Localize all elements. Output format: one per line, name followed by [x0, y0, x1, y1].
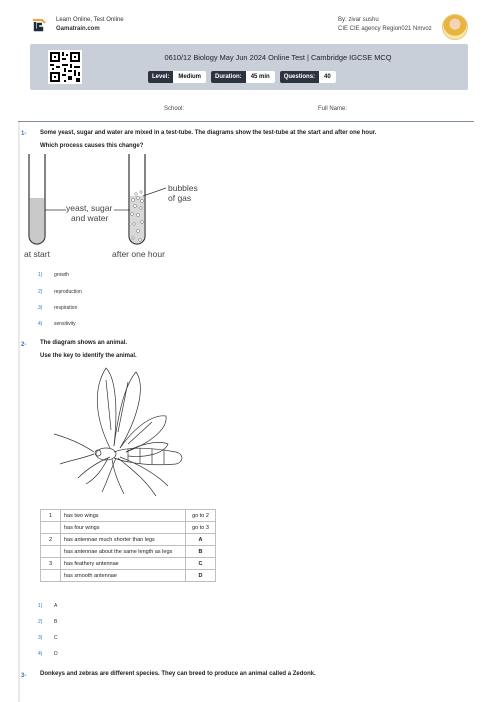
bubbles-label-line2: of gas: [168, 193, 192, 203]
option-text[interactable]: respiration: [54, 305, 78, 311]
option-text[interactable]: sensitivity: [54, 321, 76, 327]
option-number[interactable]: 2): [38, 619, 43, 625]
question-prompt: Which process causes this change?: [40, 143, 144, 149]
question-number: 3-: [21, 673, 27, 679]
questions-tag: [280, 71, 336, 83]
test-meta: [148, 71, 336, 83]
option-text[interactable]: B: [54, 619, 58, 625]
duration-value: 45 min: [246, 71, 275, 83]
option-number[interactable]: 1): [38, 603, 43, 609]
site-tagline: Learn Online, Test Online: [56, 17, 124, 23]
site-info: [56, 16, 124, 34]
key-result: go to 2: [186, 510, 216, 522]
questions-label: Questions:: [280, 71, 319, 83]
key-result: B: [186, 546, 216, 558]
user-region: CIE CIE agency Region021 Nmvoz: [338, 26, 432, 32]
question-text: Some yeast, sugar and water are mixed in a test-tube. The diagrams show the test-tube at the start and after one hour.: [40, 130, 377, 136]
key-statement: has smooth antennae: [61, 570, 186, 582]
key-step: 3: [41, 558, 61, 570]
question-number: 2-: [21, 342, 27, 348]
key-step: [41, 570, 61, 582]
gamatrain-logo-icon: [30, 18, 48, 34]
test-banner: [30, 44, 468, 90]
page-header: [30, 16, 470, 38]
start-label: at start: [24, 249, 50, 259]
option-text[interactable]: D: [54, 651, 58, 657]
duration-label: Duration:: [211, 71, 246, 83]
key-step: 1: [41, 510, 61, 522]
option-number[interactable]: 2): [38, 289, 43, 295]
duration-tag: [211, 71, 275, 83]
option-number[interactable]: 4): [38, 321, 43, 327]
user-name: By: zivar sushu: [338, 17, 379, 23]
insect-diagram: [48, 360, 208, 500]
bubbles-label-line1: bubbles: [168, 183, 198, 193]
key-result: go to 3: [186, 522, 216, 534]
option-text[interactable]: C: [54, 635, 58, 641]
full-name-field: Full Name:: [318, 106, 348, 112]
school-field: School:: [164, 106, 185, 112]
key-result: D: [186, 570, 216, 582]
question-prompt: Use the key to identify the animal.: [40, 353, 137, 359]
yeast-label-line2: and water: [71, 213, 109, 223]
question-number: 1-: [21, 131, 27, 137]
option-text[interactable]: growth: [54, 272, 70, 278]
key-statement: has four wings: [61, 522, 186, 534]
qr-code-icon: [48, 50, 82, 84]
question-text: Donkeys and zebras are different species. They can breed to produce an animal called a Zedonk.: [40, 671, 316, 677]
site-url[interactable]: Gamatrain.com: [56, 26, 100, 32]
table-row: [41, 510, 216, 522]
yeast-label-line1: yeast, sugar: [66, 203, 113, 213]
table-row: [41, 558, 216, 570]
key-statement: has feathery antennae: [61, 558, 186, 570]
level-tag: [148, 71, 206, 83]
table-row: [41, 522, 216, 534]
key-step: [41, 546, 61, 558]
key-step: [41, 522, 61, 534]
key-result: A: [186, 534, 216, 546]
table-row: [41, 534, 216, 546]
after-label: after one hour: [112, 249, 165, 259]
option-number[interactable]: 3): [38, 305, 43, 311]
key-step: 2: [41, 534, 61, 546]
user-info: [338, 16, 432, 34]
table-row: [41, 570, 216, 582]
key-result: C: [186, 558, 216, 570]
identification-key: [40, 509, 216, 582]
test-tube-diagram: [22, 152, 222, 262]
option-text[interactable]: A: [54, 603, 58, 609]
key-statement: has antennae about the same length as legs: [61, 546, 186, 558]
question-rail: [18, 122, 20, 702]
option-text[interactable]: reproduction: [54, 289, 82, 295]
level-label: Level:: [148, 71, 173, 83]
option-number[interactable]: 3): [38, 635, 43, 641]
question-text: The diagram shows an animal.: [40, 340, 128, 346]
key-statement: has antennae much shorter than legs: [61, 534, 186, 546]
option-number[interactable]: 1): [38, 272, 43, 278]
table-row: [41, 546, 216, 558]
key-statement: has two wings: [61, 510, 186, 522]
avatar: [442, 14, 468, 40]
option-number[interactable]: 4): [38, 651, 43, 657]
divider: [18, 121, 474, 122]
questions-value: 40: [319, 71, 336, 83]
level-value: Medium: [173, 71, 206, 83]
test-title: 0610/12 Biology May Jun 2024 Online Test | Cambridge IGCSE MCQ: [164, 53, 392, 62]
